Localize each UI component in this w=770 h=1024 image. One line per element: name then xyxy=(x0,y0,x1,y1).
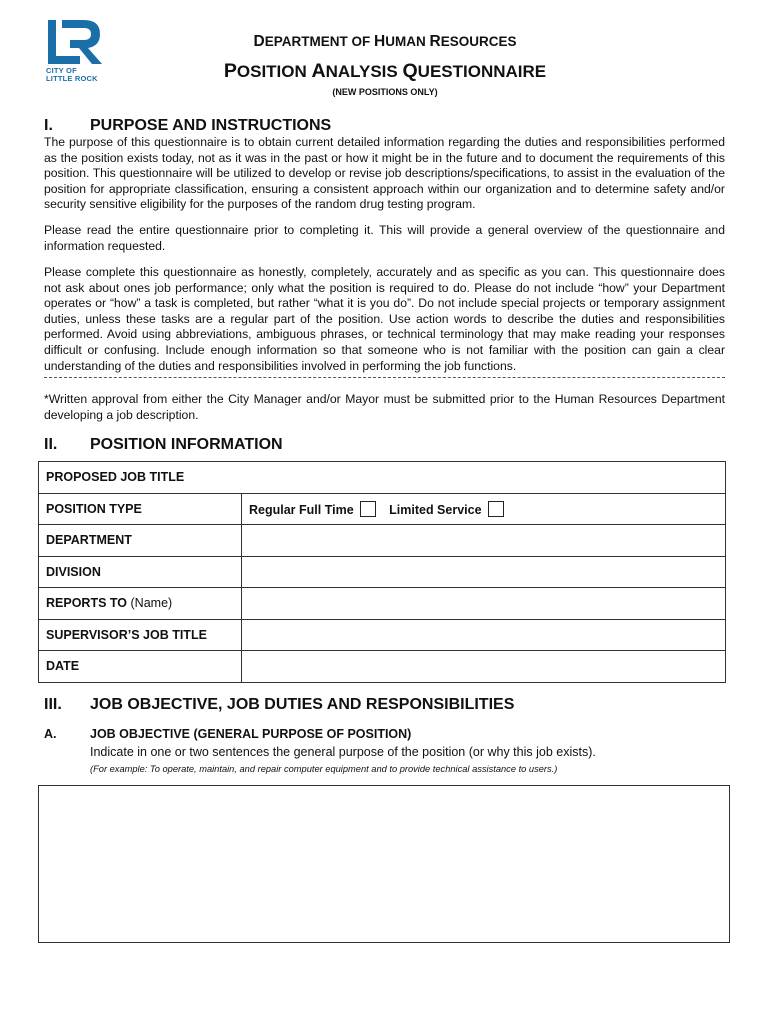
limited-service-checkbox[interactable] xyxy=(488,501,504,517)
date-label: DATE xyxy=(39,651,242,683)
table-row xyxy=(39,556,726,588)
proposed-job-title-field[interactable]: PROPOSED JOB TITLE xyxy=(39,462,726,494)
completion-instructions-paragraph: Please complete this questionnaire as honestly, completely, accurately and as specific as you can. This questionnaire does not ask about ones job performance; only what the position is required to do. Please do not include “how” your Department operates or “how” a task is completed, but rather “what it is you do”. Do not include special projects or temporary assignment duties, unless these tasks are a regular part of the position. Use action words to describe the duties and responsibilities performed. Avoid using abbreviations, ambiguous phrases, or technical terminology that may make reading your responses difficult or confusing. Include enough information so that someone who is not familiar with the position can gain a clear understanding of the duties and responsibilities involved in performing the job functions. xyxy=(44,265,725,373)
table-row xyxy=(39,462,726,494)
reports-to-field[interactable] xyxy=(242,588,726,620)
regular-full-time-label: Regular Full Time xyxy=(249,502,354,517)
table-row xyxy=(39,525,726,557)
department-field[interactable] xyxy=(242,525,726,557)
supervisor-title-field[interactable] xyxy=(242,619,726,651)
supervisor-title-label: SUPERVISOR’S JOB TITLE xyxy=(39,619,242,651)
job-objective-description: Indicate in one or two sentences the general purpose of the position (or why this job exists). xyxy=(90,745,596,759)
position-type-label: POSITION TYPE xyxy=(39,493,242,525)
reports-to-label: REPORTS TO (Name) xyxy=(39,588,242,620)
purpose-paragraph: The purpose of this questionnaire is to obtain current detailed information regarding the duties and responsibilities performed as the position exists today, not as it was in the past or how it might be in the future and to document the requirements of this position. This questionnaire will be utilized to develop or revise job descriptions/specifications, to assist in the evaluation of the position for appropriate classification, ensuring a consistent approach within our organization and to determine safety and/or security sensitive eligibility for the purposes of the random drug testing program. xyxy=(44,135,725,212)
department-heading: DEPARTMENT OF HUMAN RESOURCES xyxy=(253,33,517,50)
regular-full-time-checkbox[interactable] xyxy=(360,501,376,517)
date-field[interactable] xyxy=(242,651,726,683)
document-subtitle: (NEW POSITIONS ONLY) xyxy=(332,87,438,97)
read-instructions-paragraph: Please read the entire questionnaire prior to completing it. This will provide a general overview of the questionnaire and information requested. xyxy=(44,223,725,253)
department-label: DEPARTMENT xyxy=(39,525,242,557)
table-row xyxy=(39,493,726,525)
document-title: POSITION ANALYSIS QUESTIONNAIRE xyxy=(223,60,547,82)
position-info-table xyxy=(38,461,726,683)
table-row xyxy=(39,588,726,620)
table-row xyxy=(39,651,726,683)
job-objective-title: JOB OBJECTIVE (GENERAL PURPOSE OF POSITION) xyxy=(90,727,412,741)
division-field[interactable] xyxy=(242,556,726,588)
limited-service-label: Limited Service xyxy=(389,502,482,517)
job-objective-answer-box[interactable] xyxy=(38,785,730,943)
approval-note: *Written approval from either the City Manager and/or Mayor must be submitted prior to the Human Resources Department developing a job description. xyxy=(44,392,725,422)
logo-text: CITY OF LITTLE ROCK xyxy=(46,66,98,83)
table-row xyxy=(39,619,726,651)
dashed-divider xyxy=(44,377,725,378)
position-type-options xyxy=(242,493,726,525)
division-label: DIVISION xyxy=(39,556,242,588)
job-objective-example: (For example: To operate, maintain, and repair computer equipment and to provide technical assistance to users.) xyxy=(90,764,558,774)
